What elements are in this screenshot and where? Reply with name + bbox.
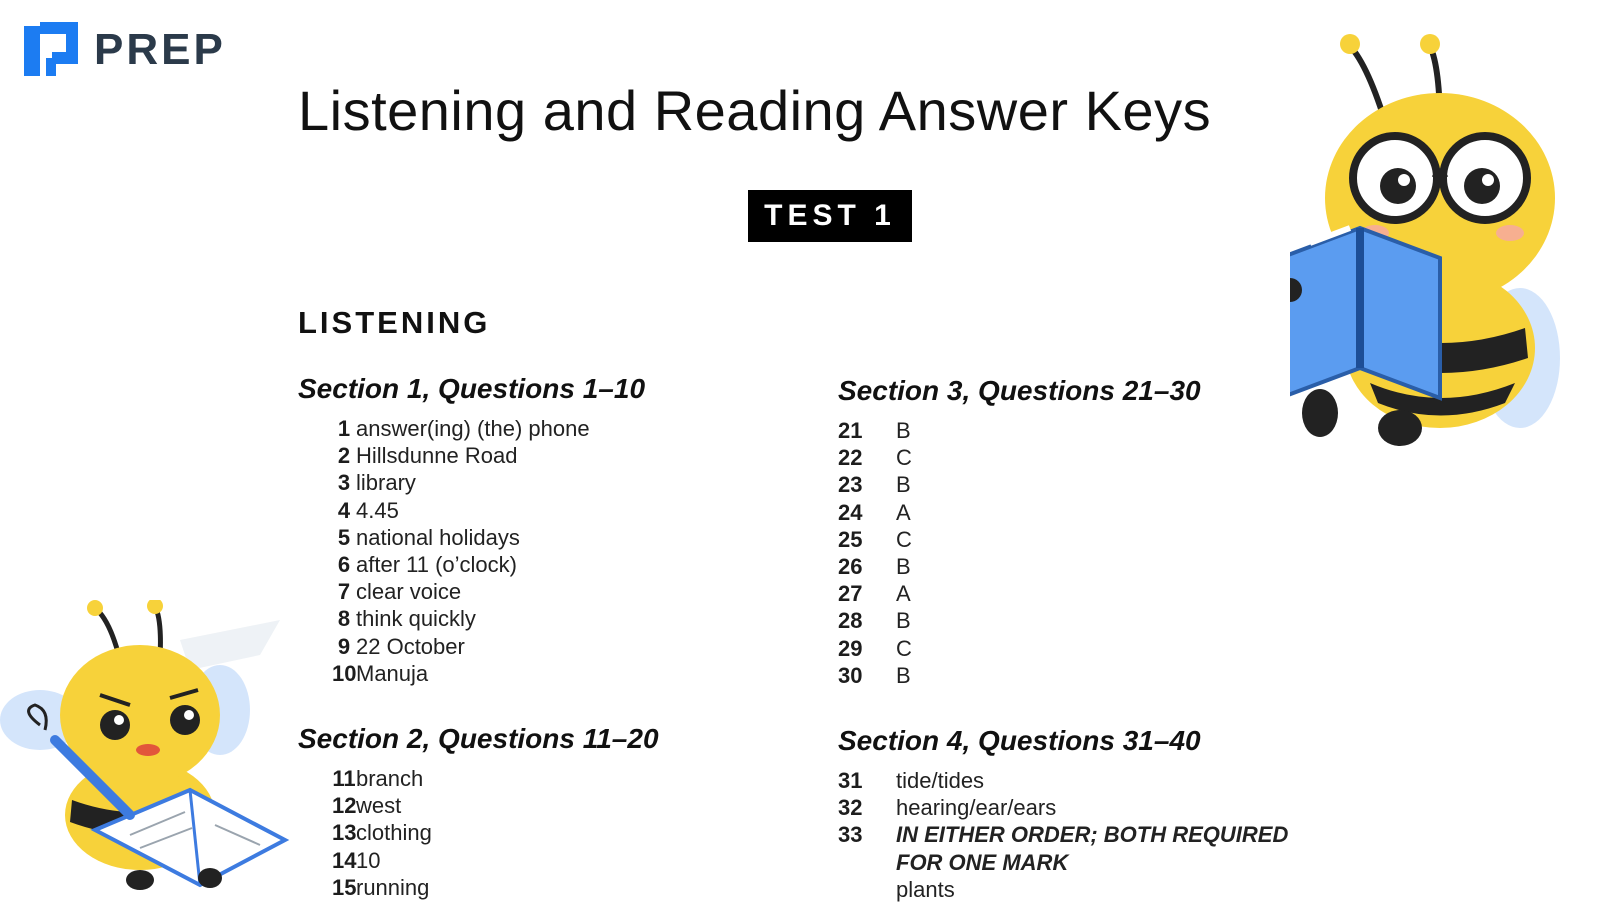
answer-text: 4.45 (356, 497, 399, 523)
answer-text: after 11 (o’clock) (356, 551, 517, 577)
answer-row (298, 415, 645, 442)
question-number: 24 (838, 499, 863, 525)
question-number: 10 (332, 660, 357, 686)
answer-text: C (896, 526, 912, 552)
answer-row (298, 524, 645, 551)
answer-row (838, 794, 1288, 821)
answer-text: plants (896, 876, 955, 902)
question-number: 3 (337, 470, 351, 496)
answer-text: B (896, 418, 911, 443)
bee-reading-book-icon (1290, 28, 1590, 448)
answer-row (298, 442, 645, 469)
answer-row (838, 876, 1288, 903)
answer-row (838, 607, 1201, 634)
answer-text: C (896, 635, 912, 661)
answer-row (298, 847, 659, 874)
question-number: 6 (337, 551, 351, 577)
answer-row (298, 633, 645, 660)
page-title: Listening and Reading Answer Keys (298, 79, 1212, 142)
answer-row (838, 662, 1201, 689)
prep-logo-icon (22, 20, 82, 80)
answer-text: C (896, 445, 912, 471)
question-number: 2 (337, 443, 351, 469)
section-4-heading: Section 4, Questions 31–40 (838, 725, 1201, 756)
answer-text: A (896, 581, 911, 607)
prep-logo[interactable] (22, 20, 226, 80)
question-number: 30 (838, 662, 863, 688)
answer-row (298, 497, 645, 524)
question-number: 22 (838, 445, 863, 471)
question-number: 23 (838, 472, 863, 498)
answer-text: 10 (356, 847, 381, 873)
answer-text: B (896, 553, 911, 579)
section-2-block (298, 723, 659, 901)
answer-row (838, 444, 1201, 471)
answer-text: Hillsdunne Road (356, 443, 518, 469)
question-number: 12 (332, 793, 357, 819)
answer-text: branch (356, 766, 424, 791)
test-badge: TEST 1 (748, 190, 912, 242)
question-number: 15 (332, 874, 357, 900)
answer-text: B (896, 608, 911, 634)
answer-row (838, 849, 1288, 876)
section-3-block (838, 375, 1201, 689)
answer-row (298, 792, 659, 819)
question-number: 27 (838, 581, 863, 607)
question-number: 21 (838, 418, 863, 443)
answer-row (298, 819, 659, 846)
answer-text: Manuja (356, 660, 429, 686)
question-number: 5 (337, 524, 351, 550)
brand-name: PREP (94, 25, 226, 74)
question-number (838, 876, 896, 903)
answer-row (838, 767, 1288, 794)
answer-text: clothing (356, 820, 432, 846)
question-number: 31 (838, 768, 863, 793)
question-number: 29 (838, 635, 863, 661)
answer-text: 22 October (356, 633, 465, 659)
question-number: 4 (337, 497, 351, 523)
section-3-heading: Section 3, Questions 21–30 (838, 375, 1201, 406)
answer-row (838, 635, 1201, 662)
answer-text: answer(ing) (the) phone (356, 416, 590, 441)
bee-writing-icon (0, 600, 300, 900)
question-number: 25 (838, 526, 863, 552)
answer-row (838, 417, 1201, 444)
section-4-block (838, 725, 1288, 903)
answer-text: west (356, 793, 402, 819)
section-1-block (298, 373, 645, 687)
answer-row (298, 578, 645, 605)
section-2-heading: Section 2, Questions 11–20 (298, 723, 659, 754)
question-number: 8 (337, 606, 351, 632)
answer-text: library (356, 470, 416, 496)
answer-row (838, 553, 1201, 580)
answer-row (838, 580, 1201, 607)
question-number: 13 (332, 820, 357, 846)
question-number: 1 (337, 416, 351, 441)
answer-row (838, 499, 1201, 526)
answer-row (298, 874, 659, 901)
answer-list (298, 765, 659, 901)
answer-text: hearing/ear/ears (896, 795, 1057, 821)
answer-text: running (356, 874, 430, 900)
answer-row (298, 605, 645, 632)
answer-row (838, 471, 1201, 498)
question-number: 14 (332, 847, 357, 873)
answer-text: B (896, 662, 911, 688)
answer-row (838, 526, 1201, 553)
answer-text: B (896, 472, 911, 498)
answer-list (838, 417, 1201, 689)
question-number: 28 (838, 608, 863, 634)
answer-list (298, 415, 645, 687)
answer-text: clear voice (356, 579, 462, 605)
question-number: 26 (838, 553, 863, 579)
question-number: 11 (332, 766, 356, 791)
answer-note: FOR ONE MARK (896, 849, 1069, 875)
answer-text: tide/tides (896, 768, 985, 793)
answer-list (838, 767, 1288, 903)
question-number: 9 (337, 633, 351, 659)
answer-note: IN EITHER ORDER; BOTH REQUIRED (896, 822, 1289, 848)
answer-row (838, 821, 1288, 848)
listening-heading: LISTENING (298, 305, 491, 340)
answer-row (298, 551, 645, 578)
answer-row (298, 469, 645, 496)
answer-row (298, 765, 659, 792)
answer-text: national holidays (356, 524, 520, 550)
answer-text: think quickly (356, 606, 476, 632)
section-1-heading: Section 1, Questions 1–10 (298, 373, 646, 404)
question-number: 7 (337, 579, 351, 605)
question-number: 33 (838, 822, 863, 848)
answer-text: A (896, 499, 911, 525)
answer-row (298, 660, 645, 687)
question-number: 32 (838, 795, 863, 821)
question-number (838, 849, 896, 876)
